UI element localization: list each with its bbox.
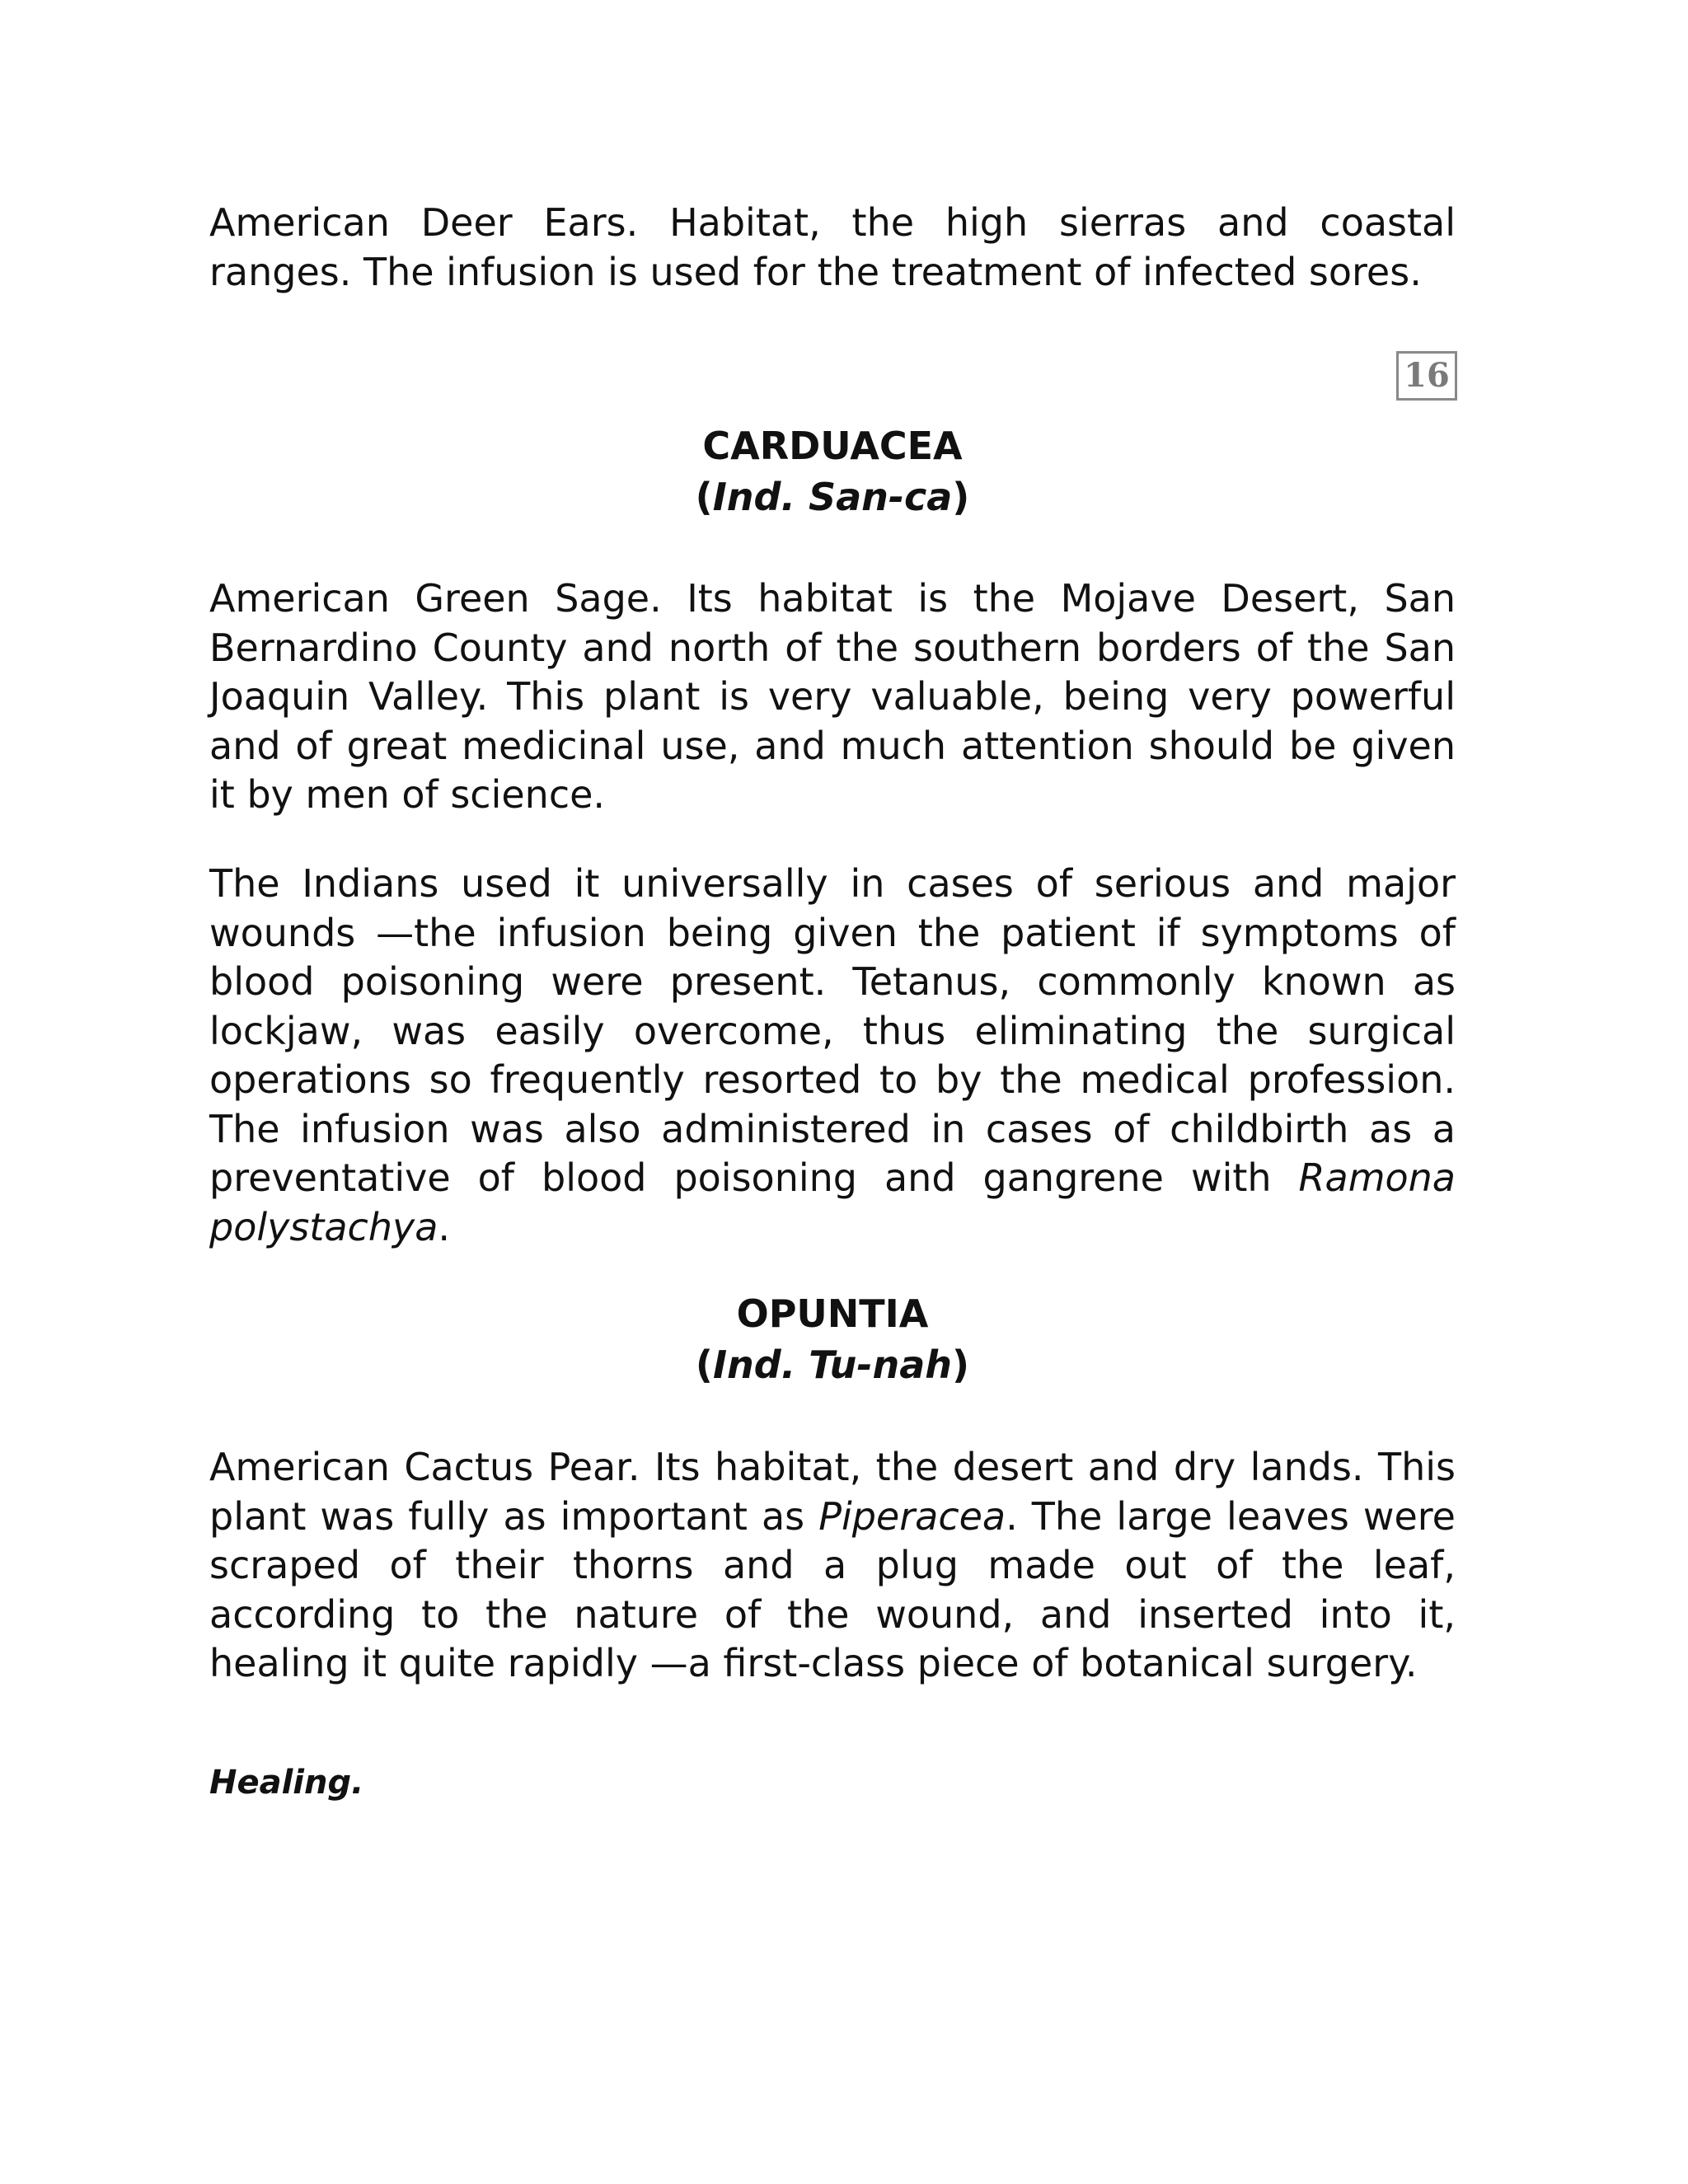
carduacea-paragraph-2: The Indians used it universally in cases of serious and major wounds —the infusion being given the patient if symptoms of blood poisoning were present. Tetanus, commonly known as lockjaw, was easily overcome, thus eliminating the surgical operations so frequently resorted to by the medical profession. The infusion was also administered in cases of childbirth as a preventative of blood poisoning and gangrene with Ramona polystachya. (209, 861, 1456, 1249)
page-number-box: 16 (1396, 351, 1457, 401)
species-name: Ramona polystachya (209, 1155, 1456, 1249)
opuntia-paragraph: American Cactus Pear. Its habitat, the desert and dry lands. This plant was fully as important as Piperacea. The large leaves were scraped of their thorns and a plug made out of the leaf, according to the nature of the wound, and inserted into it, healing it quite rapidly —a first-class piece of botanical surgery. (209, 1445, 1456, 1685)
section-title: CARDUACEA (702, 424, 963, 468)
healing-label: Healing. (209, 1764, 364, 1802)
section-title: OPUNTIA (736, 1291, 929, 1336)
indian-name: Ind. San-ca (712, 475, 953, 519)
section-heading-carduacea (209, 420, 1456, 523)
carduacea-paragraph-1: American Green Sage. Its habitat is the Mojave Desert, San Bernardino County and north of the southern borders of the San Joaquin Valley. This plant is very valuable, being very powerful and of great medicinal use, and much attention should be given it by men of science. (209, 576, 1456, 817)
indian-name-line: (Ind. Tu-nah) (695, 1343, 970, 1387)
species-name: Piperacea (818, 1493, 1006, 1539)
indian-name-line: (Ind. San-ca) (695, 475, 970, 519)
indian-name: Ind. Tu-nah (712, 1343, 953, 1387)
intro-paragraph: American Deer Ears. Habitat, the high sierras and coastal ranges. The infusion is used for the treatment of infected sores. (209, 200, 1456, 294)
section-heading-opuntia (209, 1288, 1456, 1390)
